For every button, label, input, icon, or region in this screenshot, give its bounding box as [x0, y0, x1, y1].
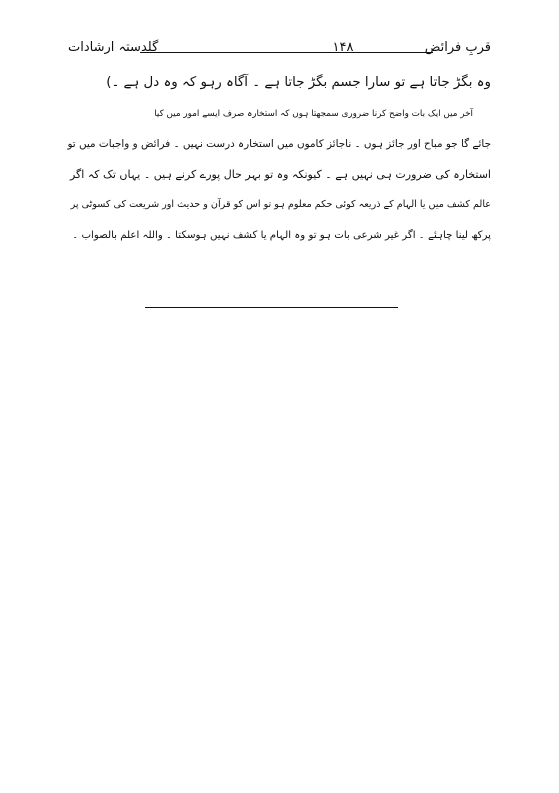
- text-line: آخر میں ایک بات واضح کرنا ضروری سمجھتا ہوں کہ استخارہ صرف ایسے امور میں کیا: [154, 108, 473, 119]
- text-line: پرکھ لینا چاہئے ۔ اگر غیر شرعی بات ہو تو وہ الہام یا کشف نہیں ہوسکتا ۔ واللہ اعلم بالصواب ۔: [72, 229, 491, 241]
- running-title-right: قربِ فرائض: [424, 40, 491, 55]
- page-number: ۱۴۸: [332, 40, 354, 55]
- body-text: [68, 68, 491, 251]
- running-title-left: گلدستہ ارشادات: [68, 40, 159, 55]
- page-header: [68, 40, 491, 62]
- section-end-rule: [145, 307, 398, 308]
- text-line: عالم کشف میں یا الہام کے ذریعہ کوئی حکم معلوم ہو تو اس کو قرآن و حدیث اور شریعت کی کسوٹی پر: [70, 199, 491, 210]
- text-line: جائے گا جو مباح اور جائز ہوں ۔ ناجائز کاموں میں استخارہ درست نہیں ۔ فرائض و واجبات میں تو: [67, 138, 491, 150]
- text-line: استخارہ کی ضرورت ہی نہیں ہے ۔ کیونکہ وہ تو بہر حال پورے کرنے ہیں ۔ یہاں تک کہ اگر: [69, 167, 491, 181]
- header-rule-left: [140, 52, 288, 53]
- text-line: وہ بگڑ جاتا ہے تو سارا جسم بگڑ جاتا ہے ۔ آگاہ رہو کہ وہ دل ہے ۔): [106, 75, 491, 90]
